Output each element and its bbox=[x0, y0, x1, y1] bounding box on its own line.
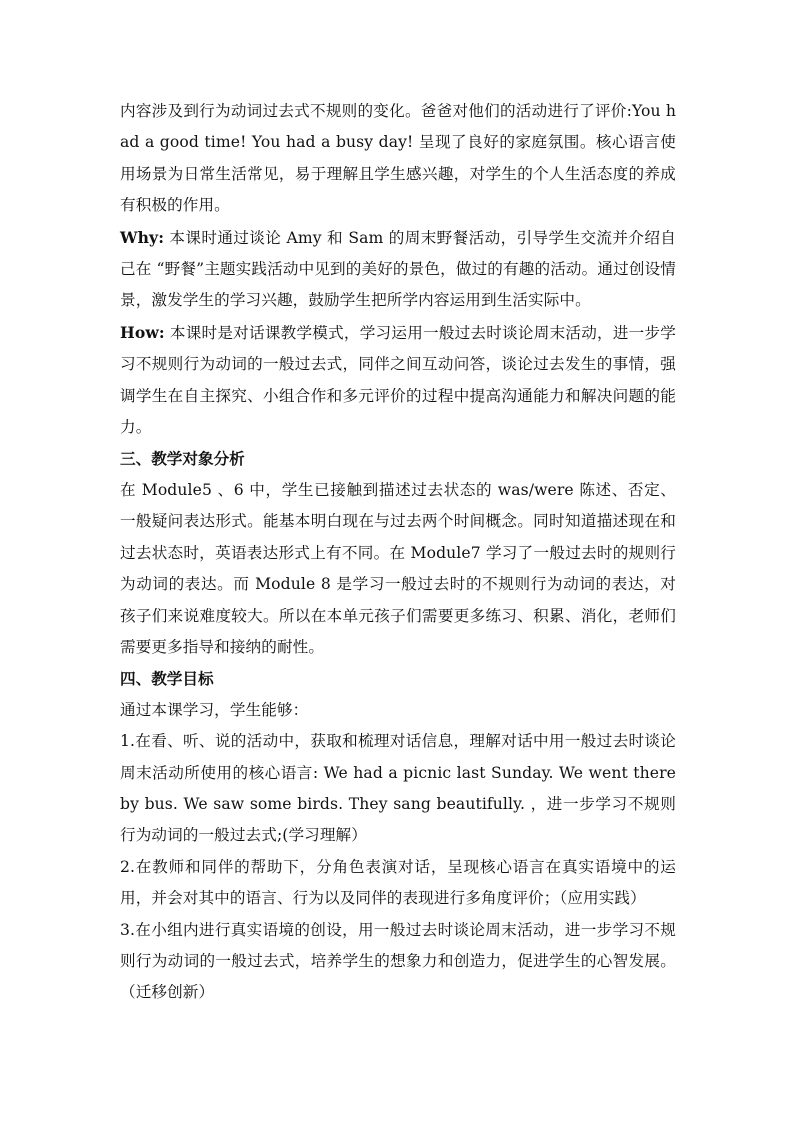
how-text: 本课时是对话课教学模式，学习运用一般过去时谈论周末活动，进一步学习不规则行为动词的一般过去式，同伴之间互动问答，谈论过去发生的事情，强调学生在自主探究、小组合作和多元评价的过程中提高沟通能力和解决问题的能力。 bbox=[120, 323, 676, 437]
why-label: Why: bbox=[120, 227, 165, 247]
document-body bbox=[120, 96, 676, 1009]
section-heading-audience-analysis: 三、教学对象分析 bbox=[120, 449, 245, 469]
goal-item-3: 3.在小组内进行真实语境的创设，用一般过去时谈论周末活动，进一步学习不规则行为动词的一般过去式，培养学生的想象力和创造力，促进学生的心智发展。（迁移创新） bbox=[120, 920, 676, 1002]
how-paragraph bbox=[120, 317, 676, 444]
how-label: How: bbox=[120, 322, 165, 342]
teaching-goals-lead: 通过本课学习，学生能够： bbox=[120, 700, 309, 719]
why-text: 本课时通过谈论 Amy 和 Sam 的周末野餐活动，引导学生交流并介绍自己在 “野餐”主题实践活动中见到的美好的景色，做过的有趣的活动。通过创设情景，激发学生的学习兴趣，鼓励学生把所学内容运用到生活实际中。 bbox=[120, 228, 676, 310]
intro-paragraph: 内容涉及到行为动词过去式不规则的变化。爸爸对他们的活动进行了评价:You had a good time! You had a busy day! 呈现了良好的家庭氛围。核心语言使用场景为日常生活常见，易于理解且学生感兴趣，对学生的个人生活态度的养成有积极的作用。 bbox=[120, 102, 676, 215]
goal-item-1: 1.在看、听、说的活动中，获取和梳理对话信息，理解对话中用一般过去时谈论周末活动所使用的核心语言: We had a picnic last Sunday. We went there by bus. We saw some birds. They sang beautifully. ，进一步学习不规则行为动词的一般过去式;(学习理解） bbox=[120, 732, 676, 845]
goal-item-2: 2.在教师和同伴的帮助下，分角色表演对话，呈现核心语言在真实语境中的运用，并会对其中的语言、行为以及同伴的表现进行多角度评价；（应用实践） bbox=[120, 857, 676, 908]
audience-analysis-paragraph: 在 Module5 、6 中，学生已接触到描述过去状态的 was/were 陈述、否定、一般疑问表达形式。能基本明白现在与过去两个时间概念。同时知道描述现在和过去状态时，英语表达形式上有不同。在 Module7 学习了一般过去时的规则行为动词的表达。而 Module 8 是学习一般过去时的不规则行为动词的表达，对孩子们来说难度较大。所以在本单元孩子们需要更多练习、积累、消化，老师们需要更多指导和接纳的耐性。 bbox=[120, 480, 676, 656]
section-heading-teaching-goals: 四、教学目标 bbox=[120, 669, 214, 689]
why-paragraph bbox=[120, 222, 676, 317]
